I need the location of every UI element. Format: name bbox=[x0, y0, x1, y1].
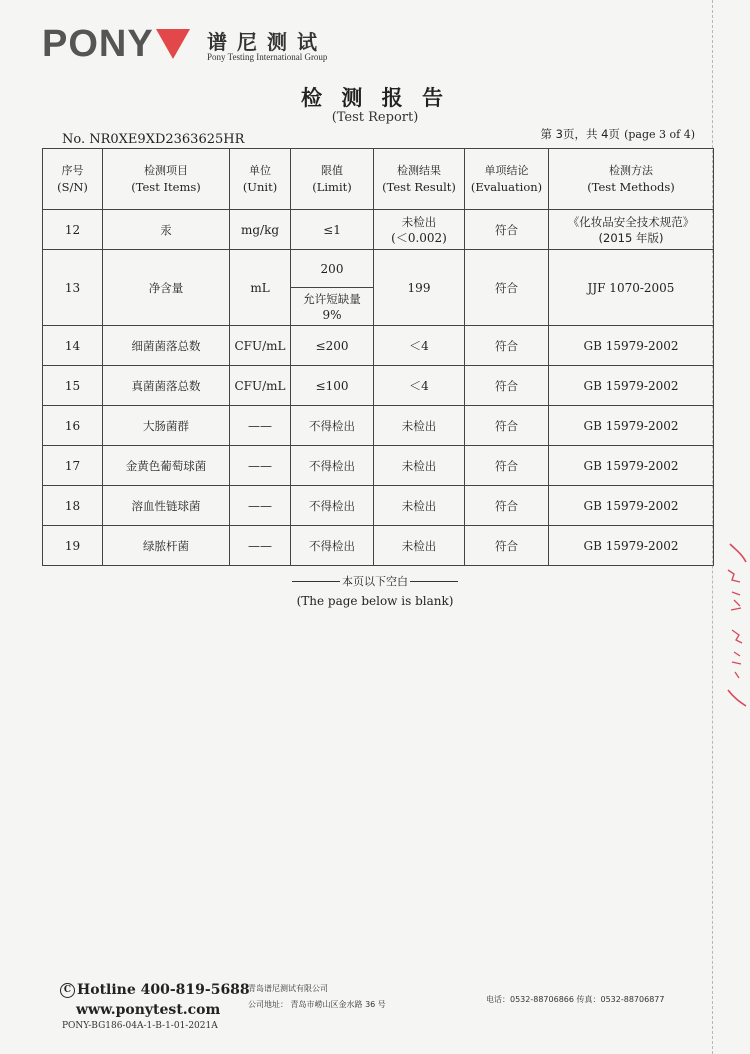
cell-item: 净含量 bbox=[103, 250, 230, 326]
cell-sn: 17 bbox=[43, 446, 103, 486]
cell-unit: mg/kg bbox=[230, 210, 291, 250]
footer-phone: 电话：0532-88706866 传真：0532-88706877 bbox=[486, 995, 665, 1004]
cell-item: 绿脓杆菌 bbox=[103, 526, 230, 566]
table-row bbox=[43, 366, 714, 406]
cell-unit: —— bbox=[230, 406, 291, 446]
table-row bbox=[43, 210, 714, 250]
cell-evaluation: 符合 bbox=[465, 250, 549, 326]
cell-evaluation: 符合 bbox=[465, 406, 549, 446]
rule-left bbox=[292, 581, 340, 582]
pony-logo bbox=[42, 23, 190, 65]
header-sn: 序号 (S/N) bbox=[43, 149, 103, 210]
cell-result: 199 bbox=[374, 250, 465, 326]
cell-evaluation: 符合 bbox=[465, 446, 549, 486]
header-test-result: 检测结果 (Test Result) bbox=[374, 149, 465, 210]
cell-method: GB 15979-2002 bbox=[549, 486, 714, 526]
cell-sn: 19 bbox=[43, 526, 103, 566]
table-row bbox=[43, 526, 714, 566]
cell-sn: 16 bbox=[43, 406, 103, 446]
cell-limit: ≤100 bbox=[291, 366, 374, 406]
cell-item: 汞 bbox=[103, 210, 230, 250]
cell-unit: mL bbox=[230, 250, 291, 326]
cell-method: JJF 1070-2005 bbox=[549, 250, 714, 326]
cell-result: 未检出 bbox=[374, 526, 465, 566]
header-evaluation: 单项结论 (Evaluation) bbox=[465, 149, 549, 210]
website: www.ponytest.com bbox=[76, 1002, 221, 1018]
page-indicator bbox=[540, 126, 695, 142]
cell-evaluation: 符合 bbox=[465, 210, 549, 250]
logo-text: PONY bbox=[42, 23, 154, 65]
header-test-items: 检测项目 (Test Items) bbox=[103, 149, 230, 210]
cell-method: GB 15979-2002 bbox=[549, 406, 714, 446]
header-unit: 单位 (Unit) bbox=[230, 149, 291, 210]
cell-item: 细菌菌落总数 bbox=[103, 326, 230, 366]
page-indicator-en: (page 3 of 4) bbox=[624, 128, 695, 141]
cell-limit: 不得检出 bbox=[291, 486, 374, 526]
report-title-cn: 检 测 报 告 bbox=[301, 86, 449, 110]
blank-note-cn: 本页以下空白 bbox=[0, 573, 750, 589]
cell-sn: 12 bbox=[43, 210, 103, 250]
cell-limit-tolerance: 允许短缺量 9% bbox=[291, 288, 374, 326]
cell-sn: 15 bbox=[43, 366, 103, 406]
cell-method: 《化妆品安全技术规范》 (2015 年版) bbox=[549, 210, 714, 250]
cell-evaluation: 符合 bbox=[465, 366, 549, 406]
cell-limit: ≤1 bbox=[291, 210, 374, 250]
table-header-row bbox=[43, 149, 714, 210]
table-row bbox=[43, 406, 714, 446]
cell-method: GB 15979-2002 bbox=[549, 446, 714, 486]
cell-sn: 13 bbox=[43, 250, 103, 326]
report-number: No. NR0XE9XD2363625HR bbox=[62, 132, 245, 147]
cell-limit: ≤200 bbox=[291, 326, 374, 366]
cell-limit: 不得检出 bbox=[291, 526, 374, 566]
document-code: PONY-BG186-04A-1-B-1-01-2021A bbox=[62, 1021, 218, 1031]
cell-unit: —— bbox=[230, 446, 291, 486]
cell-unit: CFU/mL bbox=[230, 366, 291, 406]
cell-item: 大肠菌群 bbox=[103, 406, 230, 446]
company-name-cn: 谱尼测试 bbox=[207, 30, 327, 54]
cell-evaluation: 符合 bbox=[465, 486, 549, 526]
cell-result: ＜4 bbox=[374, 326, 465, 366]
cell-item: 金黄色葡萄球菌 bbox=[103, 446, 230, 486]
cell-unit: —— bbox=[230, 486, 291, 526]
cell-item: 真菌菌落总数 bbox=[103, 366, 230, 406]
cell-evaluation: 符合 bbox=[465, 526, 549, 566]
cell-unit: —— bbox=[230, 526, 291, 566]
results-table bbox=[42, 148, 714, 566]
logo-triangle-icon bbox=[156, 29, 190, 59]
table-row bbox=[43, 250, 714, 288]
cell-result: 未检出 bbox=[374, 486, 465, 526]
seal-stamp-icon bbox=[722, 540, 748, 710]
cell-limit: 不得检出 bbox=[291, 446, 374, 486]
footer-company: 青岛谱尼测试有限公司 bbox=[248, 984, 328, 993]
cell-result: 未检出 (＜0.002) bbox=[374, 210, 465, 250]
table-row bbox=[43, 486, 714, 526]
cell-result: 未检出 bbox=[374, 406, 465, 446]
cell-limit: 不得检出 bbox=[291, 406, 374, 446]
rule-right bbox=[410, 581, 458, 582]
cell-sn: 18 bbox=[43, 486, 103, 526]
cell-method: GB 15979-2002 bbox=[549, 366, 714, 406]
cell-result: ＜4 bbox=[374, 366, 465, 406]
cell-method: GB 15979-2002 bbox=[549, 526, 714, 566]
table-row bbox=[43, 326, 714, 366]
header-limit: 限值 (Limit) bbox=[291, 149, 374, 210]
blank-note-en: (The page below is blank) bbox=[296, 594, 454, 608]
footer-address: 公司地址： 青岛市崂山区金水路 36 号 bbox=[248, 1000, 386, 1009]
copyright-icon: C bbox=[60, 983, 75, 998]
header-test-methods: 检测方法 (Test Methods) bbox=[549, 149, 714, 210]
cell-evaluation: 符合 bbox=[465, 326, 549, 366]
cell-sn: 14 bbox=[43, 326, 103, 366]
cell-method: GB 15979-2002 bbox=[549, 326, 714, 366]
hotline: C Hotline 400-819-5688 bbox=[60, 982, 250, 998]
cell-result: 未检出 bbox=[374, 446, 465, 486]
table-row bbox=[43, 446, 714, 486]
cell-limit-value: 200 bbox=[291, 250, 374, 288]
report-title-en: (Test Report) bbox=[331, 110, 419, 125]
cell-unit: CFU/mL bbox=[230, 326, 291, 366]
page-indicator-cn: 第 3页，共 4页 bbox=[540, 127, 620, 141]
cell-item: 溶血性链球菌 bbox=[103, 486, 230, 526]
company-name-en: Pony Testing International Group bbox=[207, 52, 328, 62]
